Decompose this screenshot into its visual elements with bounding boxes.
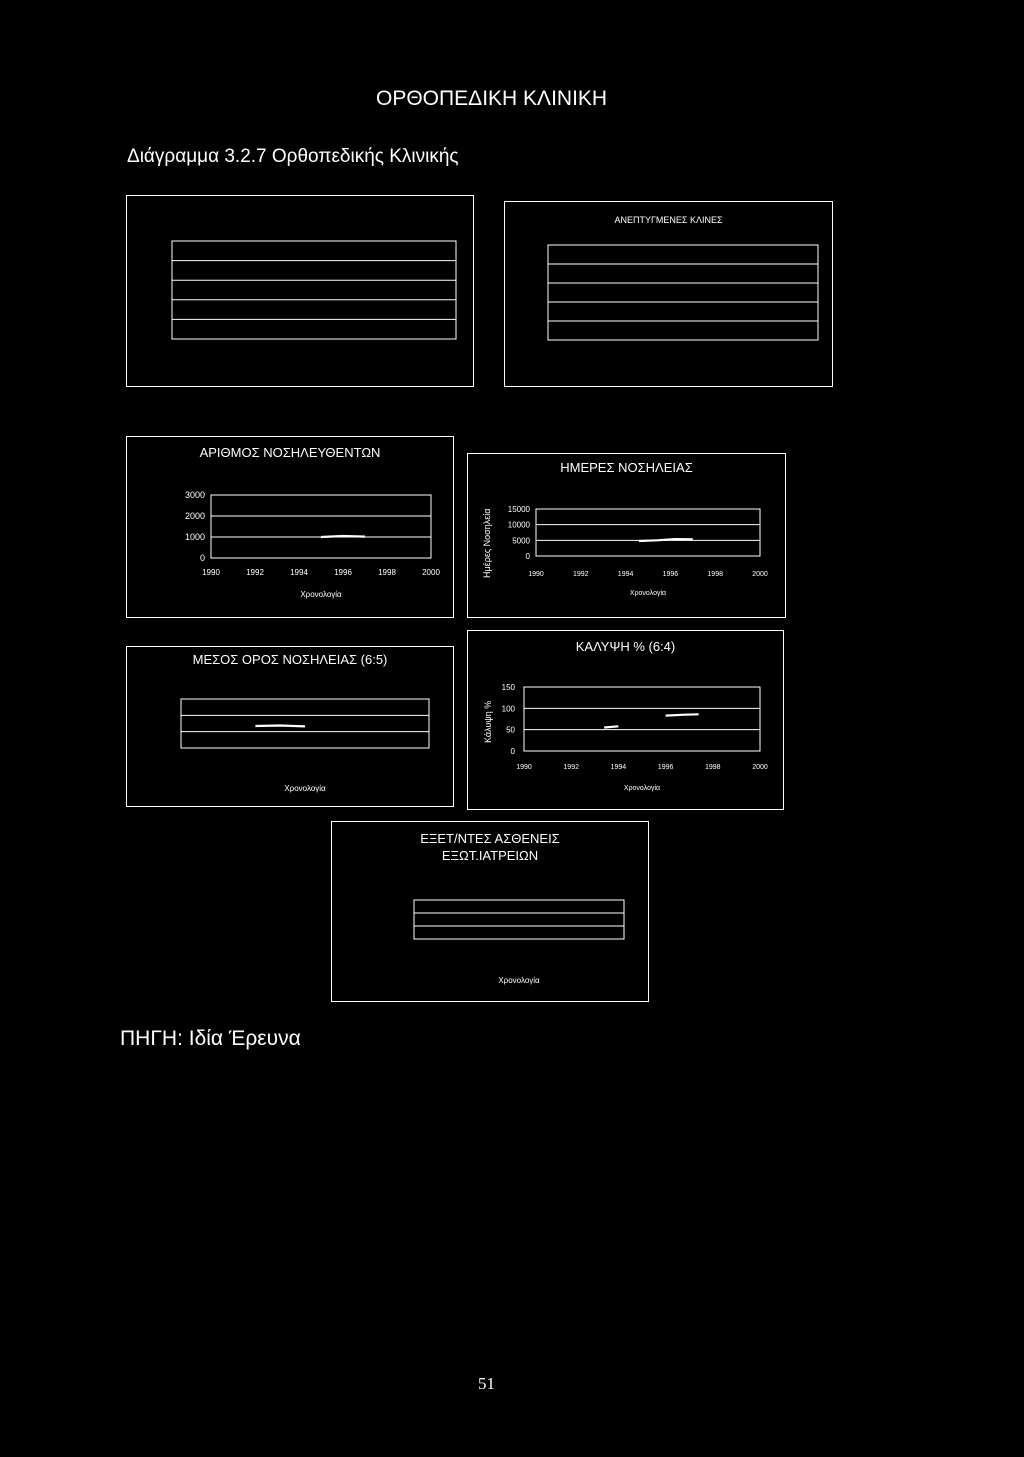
page-heading: ΟΡΘΟΠΕΔΙΚΗ ΚΛΙΝΙΚΗ — [376, 87, 608, 110]
chart5-x-axis-label: Χρονολογία — [284, 784, 326, 793]
chart-4-title: ΗΜΕΡΕΣ ΝΟΣΗΛΕΙΑΣ — [560, 460, 693, 475]
chart6-x-tick-label: 2000 — [752, 764, 768, 771]
chart-5-title: ΜΕΣΟΣ ΟΡΟΣ ΝΟΣΗΛΕΙΑΣ (6:5) — [192, 652, 388, 667]
chart4-x-tick-label: 1994 — [617, 571, 634, 578]
chart4-x-tick-label: 1998 — [707, 571, 723, 578]
chart4-x-tick-label: 1992 — [573, 571, 589, 578]
chart6-x-tick-label: 1996 — [657, 764, 674, 771]
chart6-y-tick-label: 50 — [506, 725, 515, 735]
chart3-x-axis-label: Χρονολογία — [300, 590, 342, 599]
chart6-series-line-1 — [604, 726, 618, 727]
chart-1-svg — [127, 196, 475, 388]
chart1-plot-frame — [172, 241, 456, 339]
chart5-series-line-1 — [255, 726, 305, 727]
chart6-y-tick-label: 0 — [510, 747, 515, 756]
chart4-x-tick-label: 2000 — [752, 571, 768, 578]
chart-3-title: ΑΡΙΘΜΟΣ ΝΟΣΗΛΕΥΘΕΝΤΩΝ — [199, 445, 381, 460]
chart-2-title: ΑΝΕΠΤΥΓΜΕΝΕΣ ΚΛΙΝΕΣ — [614, 215, 723, 225]
chart4-y-tick-label: 10000 — [507, 520, 530, 530]
source-note: ΠΗΓΗ: Ιδία Έρευνα — [120, 1027, 301, 1050]
chart-6-title: ΚΑΛΥΨΗ % (6:4) — [575, 639, 676, 654]
chart5-plot-frame — [181, 699, 429, 748]
chart3-x-tick-label: 1998 — [378, 568, 396, 577]
chart-panel-4 — [467, 453, 786, 618]
chart3-y-tick-label: 3000 — [184, 490, 205, 500]
chart4-y-tick-label: 5000 — [512, 536, 530, 546]
chart-panel-5 — [126, 646, 454, 807]
chart4-plot-frame — [536, 509, 760, 556]
chart3-x-tick-label: 2000 — [422, 568, 440, 577]
chart3-plot-frame — [211, 495, 431, 558]
chart6-x-axis-label: Χρονολογία — [623, 785, 661, 792]
chart4-y-tick-label: 0 — [525, 552, 530, 561]
chart3-series-line-1 — [321, 536, 365, 537]
chart6-x-tick-label: 1992 — [563, 764, 579, 771]
chart7-x-axis-label: Χρονολογία — [498, 976, 540, 985]
chart3-y-tick-label: 1000 — [184, 532, 205, 542]
chart4-y-tick-label: 15000 — [507, 505, 530, 514]
chart-panel-6 — [467, 630, 784, 810]
chart3-x-tick-label: 1996 — [334, 568, 352, 577]
chart-6-svg — [468, 631, 785, 811]
chart6-plot-frame — [524, 687, 760, 751]
chart3-y-tick-label: 0 — [199, 553, 205, 563]
chart6-x-tick-label: 1998 — [705, 764, 721, 771]
chart6-y-tick-label: 150 — [501, 683, 515, 692]
chart-panel-2 — [504, 201, 833, 387]
chart3-x-tick-label: 1994 — [290, 568, 308, 577]
chart-7-title-line-1: ΕΞΕΤ/ΝΤΕΣ ΑΣΘΕΝΕΙΣ — [420, 831, 560, 846]
chart6-x-tick-label: 1990 — [516, 764, 532, 771]
chart6-x-tick-label: 1994 — [610, 764, 627, 771]
chart4-x-tick-label: 1990 — [528, 571, 544, 578]
chart-panel-3 — [126, 436, 454, 618]
figure-caption-number: Διάγραμμα 3.2.7 — [127, 146, 267, 167]
chart4-x-axis-label: Χρονολογία — [629, 590, 667, 597]
chart-6-ylabel: Κάλυψη % — [483, 700, 493, 743]
chart6-series-line-2 — [666, 714, 699, 715]
chart-7-svg — [332, 822, 650, 1003]
chart-panel-7 — [331, 821, 649, 1002]
chart-7-title-line-2: ΕΞΩΤ.ΙΑΤΡΕΙΩΝ — [441, 848, 539, 863]
chart-3-svg — [127, 437, 455, 619]
chart3-y-tick-label: 2000 — [184, 511, 205, 521]
chart-panel-1 — [126, 195, 474, 387]
chart-4-svg — [468, 454, 787, 619]
page-number: 51 — [478, 1374, 495, 1393]
chart-5-svg — [127, 647, 455, 808]
chart2-plot-frame — [548, 245, 818, 340]
figure-caption — [127, 146, 459, 168]
chart3-x-tick-label: 1990 — [202, 568, 220, 577]
figure-caption-text: Ορθοπεδικής Κλινικής — [266, 146, 459, 167]
chart-4-ylabel: Ημέρες Νοσηλεία — [482, 508, 492, 578]
chart4-x-tick-label: 1996 — [662, 571, 679, 578]
chart3-x-tick-label: 1992 — [246, 568, 264, 577]
chart6-y-tick-label: 100 — [501, 704, 515, 714]
chart7-plot-frame — [414, 900, 624, 939]
chart-2-svg — [505, 202, 834, 388]
